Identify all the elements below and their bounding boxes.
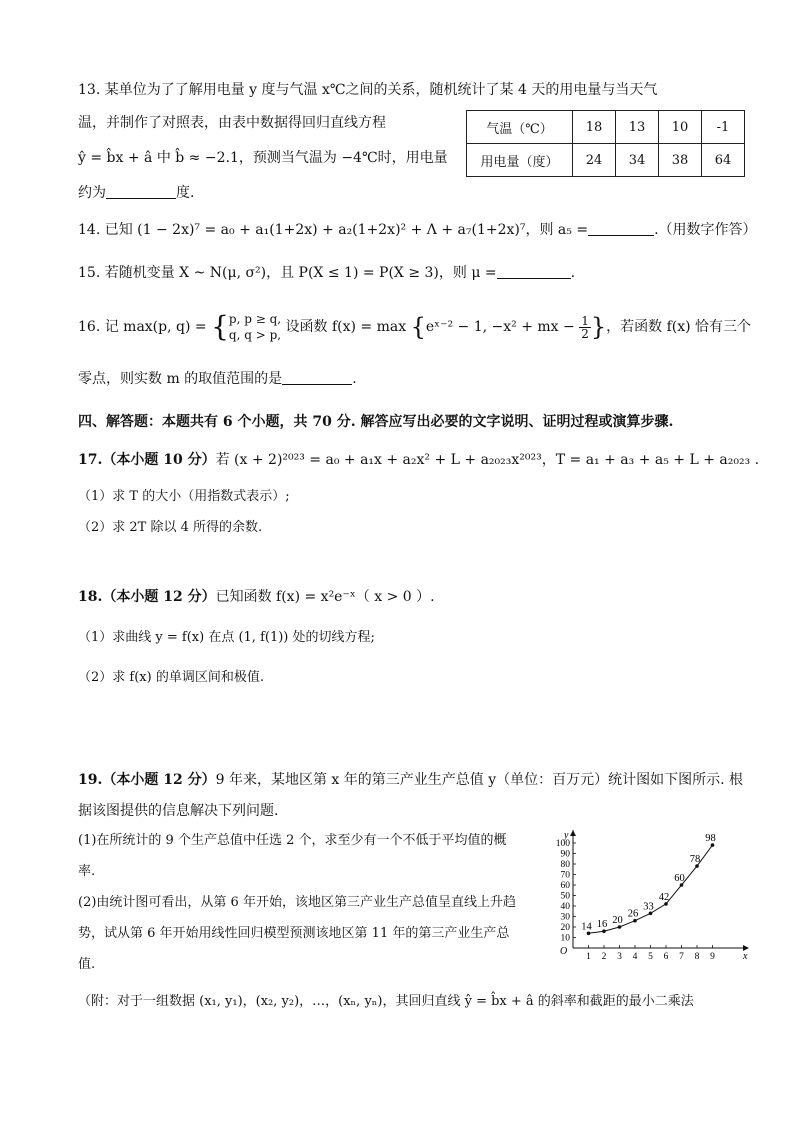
left-brace: { — [410, 313, 426, 341]
q19-head: 19.（本小题 12 分） — [78, 772, 216, 788]
q17-text: 若 (x + 2)²⁰²³ = a₀ + a₁x + a₂x² + L + a₂₀₂₃x²⁰²³，T = a₁ + a₃ + a₅ + L + a₂₀₂₃ . — [215, 452, 760, 468]
q19-line2: 据该图提供的信息解决下列问题. — [78, 803, 279, 819]
table-cell: 24 — [573, 144, 616, 177]
q19-part2c: 值. — [78, 957, 96, 972]
table-row — [467, 144, 745, 177]
case-1: p, p ≥ q, — [228, 312, 282, 326]
q14 — [78, 220, 757, 240]
q19-line1: 9 年来，某地区第 x 年的第三产业生产总值 y（单位：百万元）统计图如下图所示. 根 — [215, 772, 744, 788]
table-cell: -1 — [702, 111, 745, 144]
q13-line3: ŷ = b̂x + â 中 b̂ ≈ −2.1，预测当气温为 −4℃时，用电量 — [78, 150, 448, 166]
q18-head: 18.（本小题 12 分） — [78, 589, 216, 605]
q18-stem — [78, 587, 435, 607]
y-tick-label: 10 — [560, 933, 570, 944]
q13-suffix: 度. — [176, 185, 195, 201]
q14-tail: .（用数字作答） — [654, 222, 757, 238]
table-cell: 10 — [659, 111, 702, 144]
y-axis-label: y — [564, 830, 569, 841]
x-tick-label: 4 — [632, 952, 638, 960]
x-tick-label: 8 — [694, 952, 700, 960]
x-tick-label: 3 — [617, 952, 622, 960]
table-cell: 用电量（度） — [467, 144, 573, 177]
q18-text: 已知函数 f(x) = x²e⁻ˣ（ x > 0 ）. — [215, 589, 435, 605]
q17-head: 17.（本小题 10 分） — [78, 452, 216, 468]
fraction-denominator: 2 — [581, 326, 589, 341]
data-label: 78 — [689, 854, 701, 866]
q16-line2 — [78, 369, 357, 389]
left-brace: { — [211, 310, 229, 343]
data-label: 98 — [705, 833, 716, 845]
q16-line1 — [78, 310, 751, 344]
q19-part2a: (2)由统计图可看出，从第 6 年开始，该地区第三产业生产总值呈直线上升趋 — [78, 895, 516, 910]
x-tick-label: 1 — [586, 952, 591, 960]
x-tick-label: 7 — [679, 952, 684, 960]
q18-part1: （1）求曲线 y = f(x) 在点 (1, f(1)) 处的切线方程; — [78, 630, 375, 645]
right-brace: } — [590, 313, 607, 341]
q15-tail: . — [570, 265, 576, 281]
q16-text2: 零点，则实数 m 的取值范围的是 — [78, 371, 283, 387]
q13-line4 — [78, 183, 194, 203]
origin-label: O — [560, 946, 568, 957]
y-axis-arrow — [570, 830, 576, 836]
fraction — [579, 315, 591, 340]
q19-part1b: 率. — [78, 864, 96, 879]
q13-prefix: 约为 — [78, 185, 106, 201]
data-label: 26 — [627, 908, 639, 920]
data-label: 14 — [581, 921, 592, 933]
q15-answer-blank[interactable] — [497, 264, 571, 279]
production-value-chart — [545, 825, 750, 960]
q16-prefix: 16. 记 max(p, q) = — [78, 319, 207, 335]
y-tick-label: 60 — [560, 881, 570, 891]
q19-part1a: (1)在所统计的 9 个生产总值中任选 2 个，求至少有一个不低于平均值的概 — [78, 833, 507, 848]
q17-stem — [78, 450, 759, 470]
section-heading: 四、解答题：本题共有 6 个小题，共 70 分. 解答应写出必要的文字说明、证明过程或演算步骤. — [78, 414, 674, 430]
q16-mid: 设函数 f(x) = max — [285, 319, 407, 335]
y-tick-label: 50 — [560, 891, 570, 902]
y-tick-label: 90 — [560, 849, 570, 860]
q13-answer-blank[interactable] — [106, 184, 176, 199]
q19-note: （附：对于一组数据 (x₁, y₁)，(x₂, y₂)，…，(xₙ, yₙ)，其回归直线 ŷ = b̂x + â 的斜率和截距的最小二乘法 — [78, 994, 694, 1009]
data-label: 42 — [658, 891, 670, 903]
q16-after: ，若函数 f(x) 恰有三个 — [606, 319, 752, 335]
data-label: 60 — [674, 873, 685, 884]
x-tick-label: 2 — [601, 952, 607, 960]
q17-part2: （2）求 2T 除以 4 所得的余数. — [78, 520, 263, 535]
y-tick-label: 40 — [560, 902, 570, 912]
y-tick-label: 30 — [560, 912, 570, 923]
q15-text: 15. 若随机变量 X ~ N(μ, σ²)，且 P(X ≤ 1) = P(X ≥ 3)，则 μ = — [78, 265, 497, 281]
table-cell: 13 — [616, 111, 659, 144]
table-cell: 34 — [616, 144, 659, 177]
table-cell: 64 — [702, 144, 745, 177]
q13-line1: 13. 某单位为了了解用电量 y 度与气温 x℃之间的关系，随机统计了某 4 天的用电量与当天气 — [78, 82, 658, 98]
q19-stem — [78, 770, 743, 790]
temperature-usage-table — [466, 110, 745, 177]
y-tick-label: 80 — [560, 860, 570, 870]
q15 — [78, 263, 575, 283]
q16-tail: . — [352, 371, 357, 387]
q16-expr: eˣ⁻² − 1, −x² + mx − — [425, 319, 575, 335]
data-label: 16 — [596, 919, 608, 931]
q13-line2: 温，并制作了对照表，由表中数据得回归直线方程 — [78, 115, 386, 131]
q14-answer-blank[interactable] — [588, 221, 654, 236]
table-cell: 18 — [573, 111, 616, 144]
x-axis-label: x — [743, 951, 748, 960]
y-tick-label: 20 — [560, 923, 570, 933]
data-label: 33 — [643, 901, 654, 913]
fraction-numerator: 1 — [581, 313, 589, 328]
table-row — [467, 111, 745, 144]
table-cell: 38 — [659, 144, 702, 177]
y-tick-label: 100 — [555, 839, 570, 849]
data-label: 20 — [612, 915, 623, 926]
q14-text: 14. 已知 (1 − 2x)⁷ = a₀ + a₁(1+2x) + a₂(1+2x)² + Λ + a₇(1+2x)⁷，则 a₅ = — [78, 222, 589, 238]
piecewise-cases — [229, 311, 281, 343]
q19-part2b: 势，试从第 6 年开始用线性回归模型预测该地区第 11 年的第三产业生产总 — [78, 926, 510, 941]
q18-part2: （2）求 f(x) 的单调区间和极值. — [78, 670, 264, 685]
case-2: q, q > p, — [228, 328, 282, 342]
q16-answer-blank[interactable] — [282, 370, 352, 385]
table-cell: 气温（℃） — [467, 111, 573, 144]
x-tick-label: 5 — [648, 952, 653, 960]
y-tick-label: 70 — [560, 870, 570, 881]
x-tick-label: 9 — [710, 952, 715, 960]
q17-part1: （1）求 T 的大小（用指数式表示）; — [78, 489, 290, 504]
x-tick-label: 6 — [663, 952, 669, 960]
